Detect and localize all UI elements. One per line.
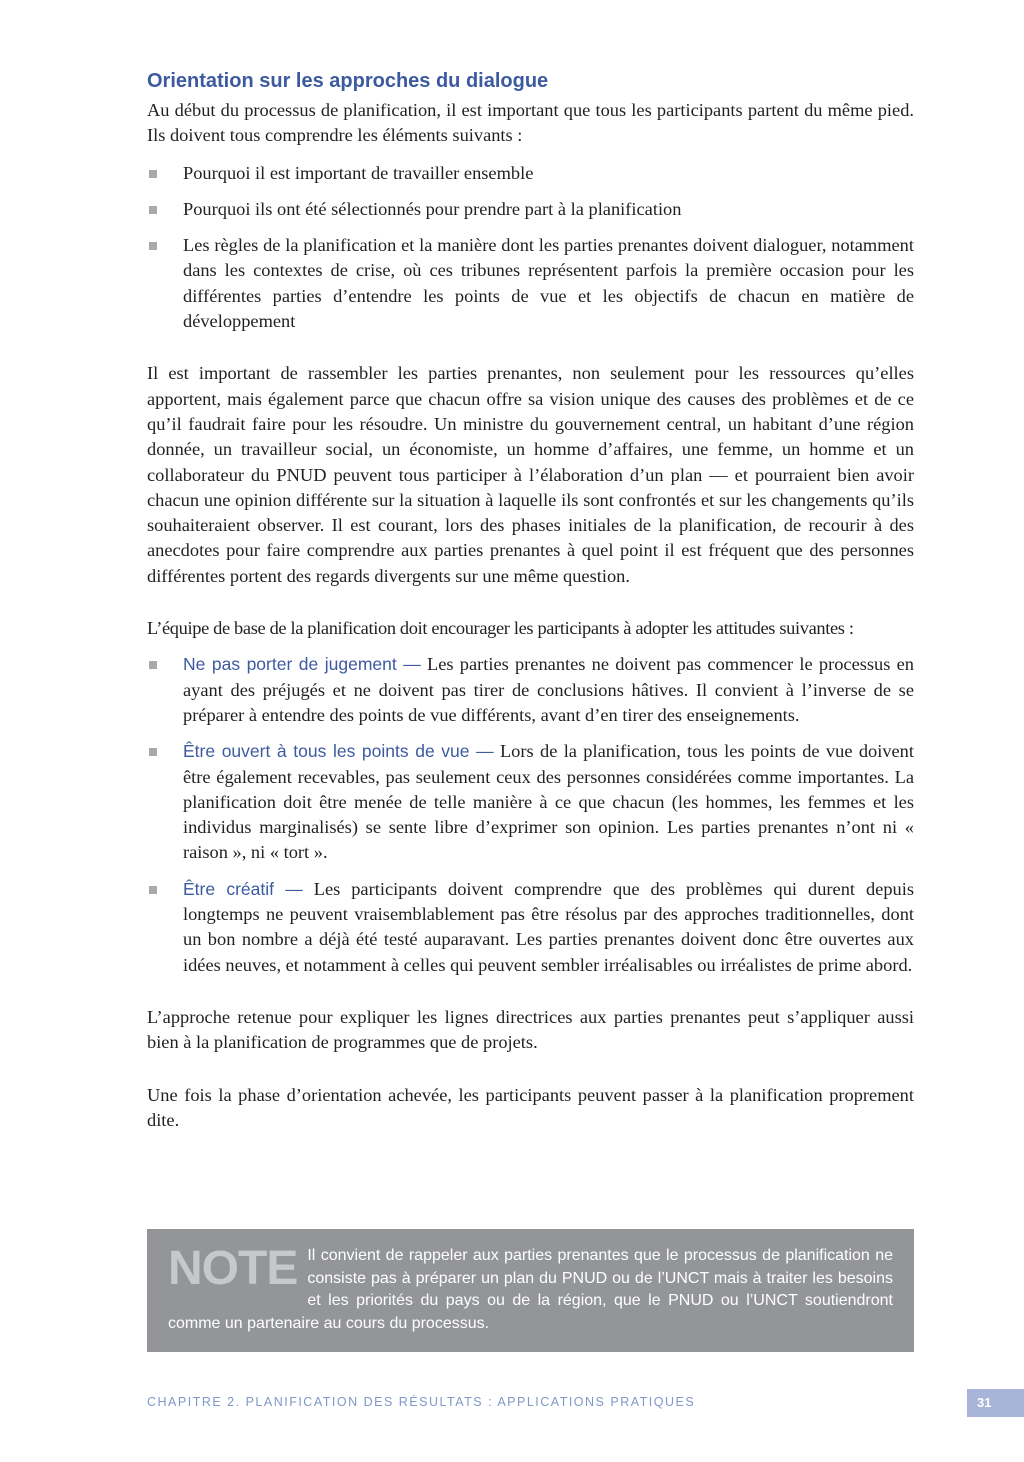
paragraph-conclusion: Une fois la phase d’orientation achevée, les participants peuvent passer à la planification proprement dite.	[147, 1084, 914, 1130]
footer-chapter: CHAPITRE 2. PLANIFICATION DES RÉSULTATS : APPLICATIONS PRATIQUES	[147, 1395, 696, 1409]
elements-list	[147, 161, 914, 335]
attitudes-list	[147, 652, 914, 978]
page-content	[147, 68, 914, 1133]
list-item: Être ouvert à tous les points de vue — Lors de la planification, tous les points de vue doivent être également recevables, pas seulement ceux des personnes considérées comme importantes. La planification doit être menée de telle manière à ce que chacun (les hommes, les femmes et les individus marginalisés) se sente libre d’exprimer son opinion. Les parties prenantes n’ont ni « raison », ni « tort ».	[147, 739, 914, 865]
paragraph-stakeholders: Il est important de rassembler les parties prenantes, non seulement pour les ressources qu’elles apportent, mais également parce que chacun offre sa vision unique des causes des problèmes et de ce qu’il faudrait faire pour les résoudre. Un ministre du gouvernement central, un habitant d’une région donnée, un travailleur social, un économiste, un homme d’affaires, une femme, un homme et un collaborateur du PNUD peuvent tous participer à l’élaboration d’un plan — et pourraient bien avoir chacun une opinion différente sur la situation à laquelle ils sont confrontés et sur les changements qu’ils souhaiteraient observer. Il est courant, lors des phases initiales de la planification, de recourir à des anecdotes pour faire comprendre aux parties prenantes à quel point il est fréquent que des personnes différentes portent des regards divergents sur une même question.	[147, 363, 914, 586]
note-box	[147, 1229, 914, 1352]
bullet-square-icon	[149, 170, 157, 178]
attitude-lead: Être créatif —	[183, 878, 303, 899]
paragraph-attitudes-intro: L’équipe de base de la planification doit encourager les participants à adopter les attitudes suivantes :	[147, 618, 854, 639]
bullet-square-icon	[149, 206, 157, 214]
attitude-lead: Être ouvert à tous les points de vue —	[183, 741, 494, 762]
list-item: Les règles de la planification et la manière dont les parties prenantes doivent dialoguer, notamment dans les contextes de crise, où ces tribunes représentent parfois la première occasion pour les différentes parties d’entendre les points de vue et les objectifs de chacun en matière de développement	[147, 233, 914, 334]
section-title: Orientation sur les approches du dialogue	[147, 70, 549, 92]
bullet-square-icon	[149, 242, 157, 250]
bullet-square-icon	[149, 661, 157, 669]
note-label: NOTE	[168, 1242, 298, 1295]
note-text: Il convient de rappeler aux parties prenantes que le processus de planification ne consiste pas à préparer un plan du PNUD ou de l’UNCT mais à traiter les besoins et les priorités du pays ou de la région, que le PNUD ou l’UNCT soutiendront comme un partenaire au cours du processus.	[168, 1247, 893, 1332]
attitude-lead: Ne pas porter de jugement —	[183, 654, 421, 675]
intro-paragraph: Au début du processus de planification, il est important que tous les participants partent du même pied. Ils doivent tous comprendre les éléments suivants :	[147, 100, 914, 146]
list-item: Pourquoi il est important de travailler ensemble	[147, 161, 914, 186]
bullet-square-icon	[149, 886, 157, 894]
bullet-square-icon	[149, 748, 157, 756]
paragraph-approach: L’approche retenue pour expliquer les lignes directrices aux parties prenantes peut s’appliquer aussi bien à la planification de programmes que de projets.	[147, 1006, 914, 1053]
list-item: Être créatif — Les participants doivent comprendre que des problèmes qui durent depuis longtemps ne peuvent vraisemblablement pas être résolus par des approches traditionnelles, dont un bon nombre a déjà été testé auparavant. Les parties prenantes doivent donc être ouvertes aux idées neuves, et notamment à celles qui peuvent sembler irréalisables ou irréalistes de prime abord.	[147, 877, 914, 978]
list-item: Pourquoi ils ont été sélectionnés pour prendre part à la planification	[147, 197, 914, 222]
list-item: Ne pas porter de jugement — Les parties prenantes ne doivent pas commencer le processus en ayant des préjugés et ne doivent pas tirer de conclusions hâtives. Il convient à l’inverse de se préparer à entendre des points de vue différents, avant d’en tirer des enseignements.	[147, 652, 914, 728]
page-number: 31	[967, 1389, 1024, 1417]
